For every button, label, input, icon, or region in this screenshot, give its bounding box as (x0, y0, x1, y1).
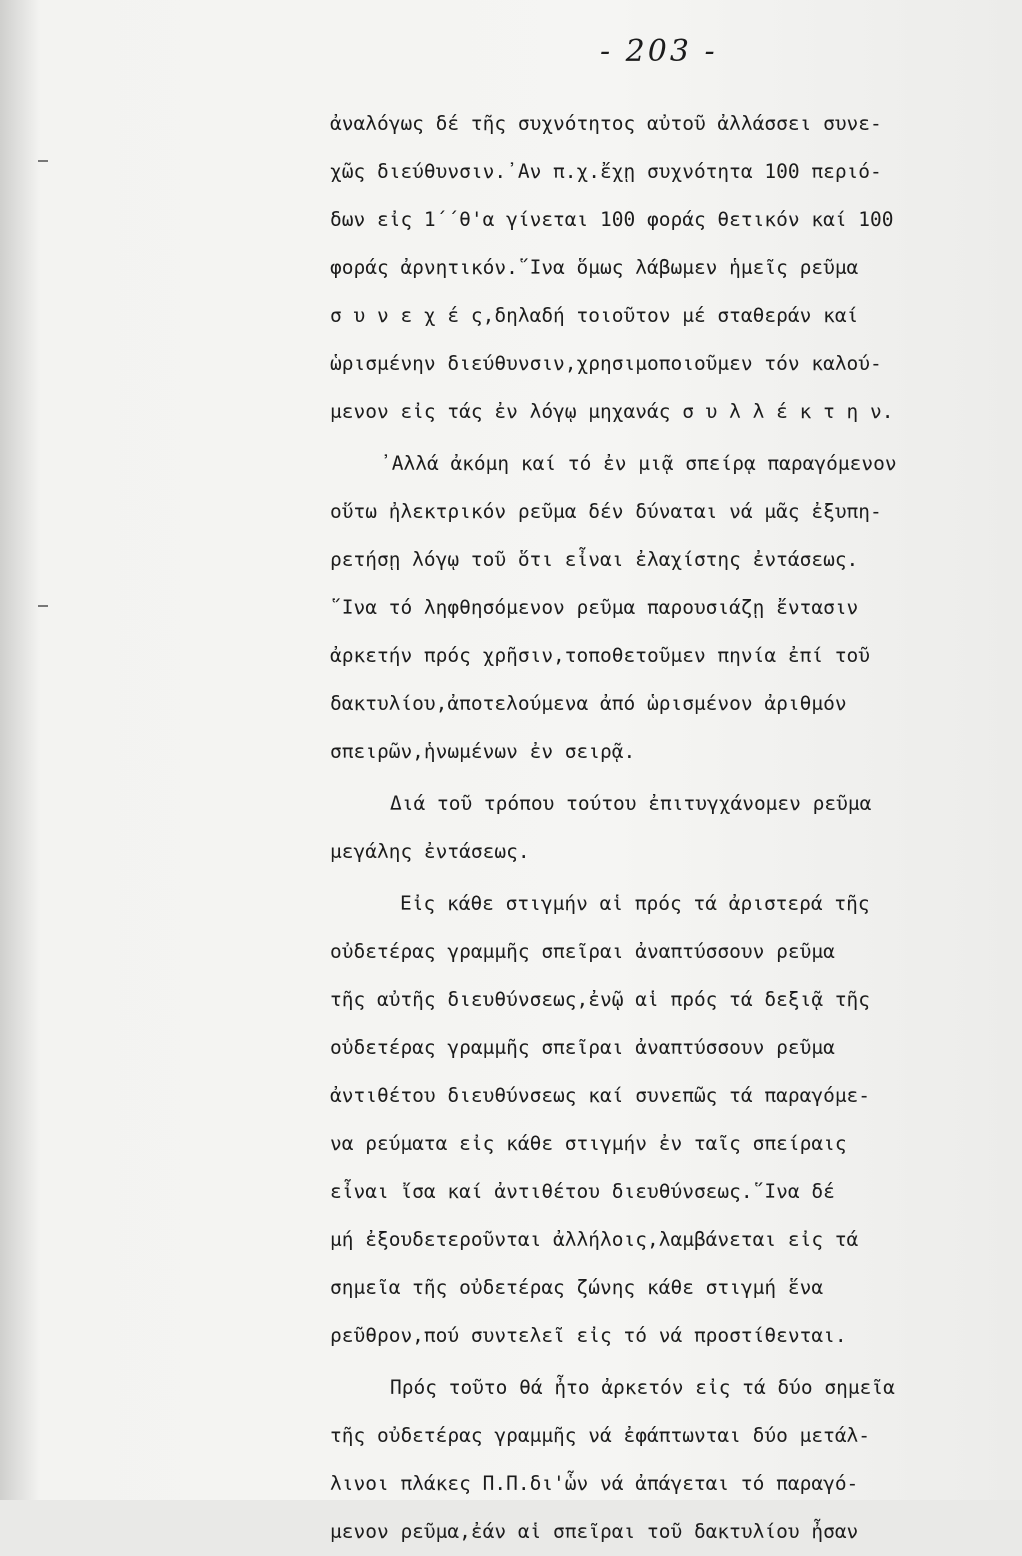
text-line: λινοι πλάκες Π.Π.δι'ὧν νά ἀπάγεται τό παραγό- (330, 1472, 859, 1495)
text-line: τῆς αὐτῆς διευθύνσεως,ἐνῷ αἱ πρός τά δεξιᾷ τῆς (330, 988, 871, 1011)
text-line: Διά τοῦ τρόπου τούτου ἐπιτυγχάνομεν ρεῦμα (390, 792, 872, 815)
text-line: ᾿Αλλά ἀκόμη καί τό ἐν μιᾷ σπείρᾳ παραγόμενον (380, 452, 897, 475)
typewritten-text-block (330, 96, 980, 1556)
text-line: σημεῖα τῆς οὐδετέρας ζώνης κάθε στιγμή ἕνα (330, 1276, 824, 1299)
text-line: οὕτω ἠλεκτρικόν ρεῦμα δέν δύναται νά μᾶς ἐξυπη- (330, 500, 882, 523)
text-line: μενον εἰς τάς ἐν λόγῳ μηχανάς σ υ λ λ έ κ τ η ν. (330, 400, 894, 423)
text-line: δων εἰς 1΄΄θ'α γίνεται 100 φοράς θετικόν καί 100 (330, 208, 894, 231)
margin-mark (38, 605, 48, 607)
text-line: ἀντιθέτου διευθύνσεως καί συνεπῶς τά παραγόμε- (330, 1084, 871, 1107)
text-line: να ρεύματα εἰς κάθε στιγμήν ἐν ταῖς σπείραις (330, 1132, 847, 1155)
text-line: δακτυλίου,ἀποτελούμενα ἀπό ὡρισμένον ἀριθμόν (330, 692, 847, 715)
text-line: ἀρκετήν πρός χρῆσιν,τοποθετοῦμεν πηνία ἐπί τοῦ (330, 644, 871, 667)
paragraph (330, 100, 980, 436)
text-line: ρετήσῃ λόγῳ τοῦ ὅτι εἶναι ἐλαχίστης ἐντάσεως. (330, 548, 859, 571)
text-line: ῞Ινα τό ληφθησόμενον ρεῦμα παρουσιάζῃ ἔντασιν (330, 596, 859, 619)
page-number: - 203 - (600, 34, 718, 69)
text-line: ὡρισμένην διεύθυνσιν,χρησιμοποιοῦμεν τόν καλού- (330, 352, 882, 375)
text-line: σ υ ν ε χ έ ς,δηλαδή τοιοῦτον μέ σταθεράν καί (330, 304, 859, 327)
text-line: ρεῦθρον,πού συντελεῖ εἰς τό νά προστίθενται. (330, 1324, 847, 1347)
text-line: οὐδετέρας γραμμῆς σπεῖραι ἀναπτύσσουν ρεῦμα (330, 1036, 835, 1059)
text-line: φοράς ἀρνητικόν.῞Ινα ὅμως λάβωμεν ἡμεῖς ρεῦμα (330, 256, 859, 279)
paragraph (330, 440, 980, 776)
paragraph (330, 780, 980, 876)
paragraph (330, 1364, 980, 1556)
text-line: Εἰς κάθε στιγμήν αἱ πρός τά ἀριστερά τῆς (400, 892, 870, 915)
text-line: τῆς οὐδετέρας γραμμῆς νά ἐφάπτωνται δύο μετάλ- (330, 1424, 871, 1447)
text-line: χῶς διεύθυνσιν.᾿Αν π.χ.ἔχῃ συχνότητα 100 περιό- (330, 160, 882, 183)
text-line: ἀναλόγως δέ τῆς συχνότητος αὐτοῦ ἀλλάσσει συνε- (330, 112, 882, 135)
text-line: εἶναι ἴσα καί ἀντιθέτου διευθύνσεως.῞Ινα δέ (330, 1180, 835, 1203)
text-line: Πρός τοῦτο θά ἦτο ἀρκετόν εἰς τά δύο σημεῖα (390, 1376, 895, 1399)
text-line: μενον ρεῦμα,ἐάν αἱ σπεῖραι τοῦ δακτυλίου ἦσαν (330, 1520, 859, 1543)
margin-mark (38, 160, 48, 162)
paragraph (330, 880, 980, 1360)
text-line: μεγάλης ἐντάσεως. (330, 840, 530, 863)
text-line: μή ἐξουδετεροῦνται ἀλλήλοις,λαμβάνεται εἰς τά (330, 1228, 859, 1251)
text-line: οὐδετέρας γραμμῆς σπεῖραι ἀναπτύσσουν ρεῦμα (330, 940, 835, 963)
text-line: σπειρῶν,ἡνωμένων ἐν σειρᾷ. (330, 740, 636, 763)
